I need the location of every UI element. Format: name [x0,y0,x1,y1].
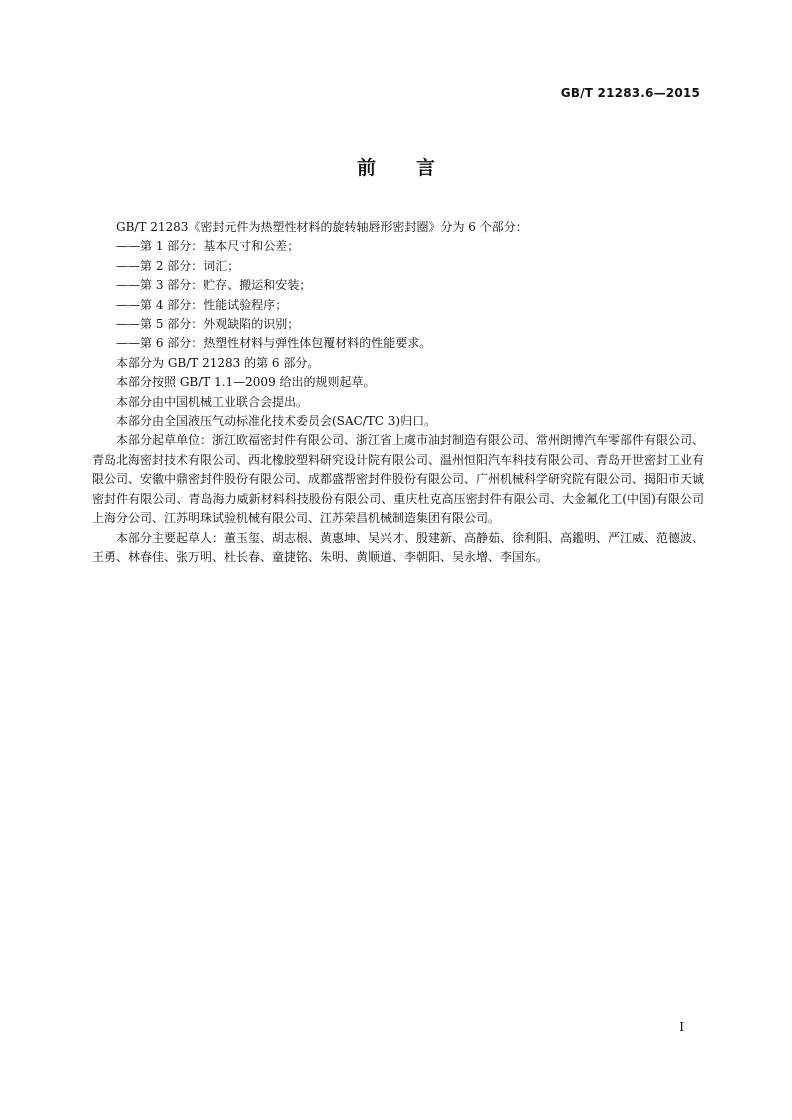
drafters-paragraph: 本部分主要起草人：董玉玺、胡志根、黄惠坤、吴兴才、殷建新、高静茹、徐利阳、高鑑明、严江威、范德波、王勇、林春佳、张万明、杜长春、童捷铭、朱明、黄顺道、李朝阳、吴永增、李国东。 [92,530,705,564]
part-list-item-5: ——第 5 部分：外观缺陷的识别； [116,317,300,332]
centralized-by-paragraph: 本部分由全国液压气动标准化技术委员会(SAC/TC 3)归口。 [116,414,437,429]
part-list-item-4: ——第 4 部分：性能试验程序； [116,297,288,312]
intro-paragraph: GB/T 21283《密封元件为热塑性材料的旋转轴唇形密封圈》分为 6 个部分： [116,220,528,234]
this-part-paragraph: 本部分为 GB/T 21283 的第 6 部分。 [116,355,320,370]
title-char-2: 言 [416,157,436,179]
part-list-item-3: ——第 3 部分：贮存、搬运和安装； [116,278,312,293]
proposed-by-paragraph: 本部分由中国机械工业联合会提出。 [116,394,309,409]
page-number: I [679,1020,684,1034]
page-title [0,153,792,180]
standard-number: GB/T 21283.6—2015 [560,86,700,100]
part-list-item-2: ——第 2 部分：词汇； [116,258,240,273]
drafting-units-paragraph: 本部分起草单位：浙江欧福密封件有限公司、浙江省上虞市油封制造有限公司、常州朗博汽车零部件有限公司、青岛北海密封技术有限公司、西北橡胶塑料研究设计院有限公司、温州恒阳汽车科技有限公司、青岛开世密封工业有限公司、安徽中鼎密封件股份有限公司、成都盛帮密封件股份有限公司、广州机械科学研究院有限公司、揭阳市天诚密封件有限公司、青岛海力威新材料科技股份有限公司、重庆杜克高压密封件有限公司、大金氟化工(中国)有限公司上海分公司、江苏明珠试验机械有限公司、江苏荣昌机械制造集团有限公司。 [92,433,705,526]
title-char-1: 前 [356,157,376,179]
part-list-item-6: ——第 6 部分：热塑性材料与弹性体包覆材料的性能要求。 [116,336,432,351]
part-list-item-1: ——第 1 部分：基本尺寸和公差； [116,239,300,254]
foreword-body [92,218,704,567]
drafting-rules-paragraph: 本部分按照 GB/T 1.1—2009 给出的规则起草。 [116,375,376,390]
